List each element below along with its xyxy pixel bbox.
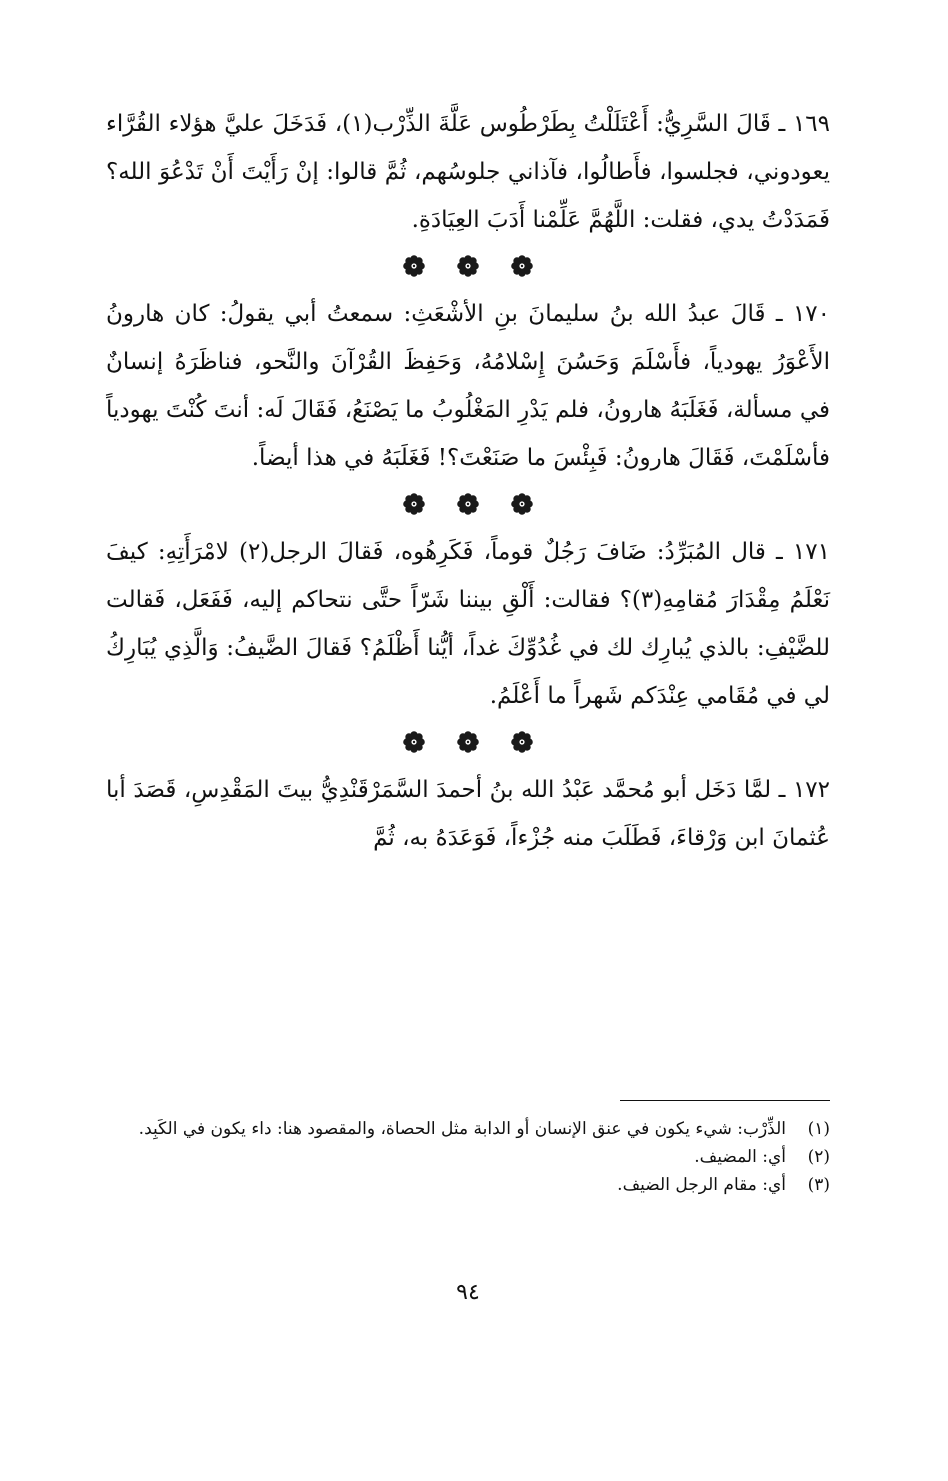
footnote-text: الذِّرْب: شيء يكون في عنق الإنسان أو الدابة مثل الحصاة، والمقصود هنا: داء يكون في الكَبِد. [138, 1119, 786, 1139]
ornament-separator [106, 730, 830, 754]
footnote-number: (٢) [807, 1147, 830, 1167]
ornament-icon [510, 254, 534, 278]
footnote-number: (١) [807, 1119, 830, 1139]
ornament-icon [456, 254, 480, 278]
footnotes [106, 1100, 830, 1199]
paragraph-text: ١٧٠ ـ قَالَ عبدُ الله بنُ سليمانَ بنِ الأشْعَثِ: سمعتُ أبي يقولُ: كان هارونُ الأَعْوَرُ يهودياً، فأَسْلَمَ وَحَسُنَ إِسْلامُهُ، وَحَفِظَ القُرْآنَ والنَّحو، فناظَرَهُ إنسانٌ في مسألة، فَغَلَبَهُ هارونُ، فلم يَدْرِ المَغْلُوبُ ما يَصْنَعُ، فَقَالَ لَه: أنتَ كُنْتَ يهودياً فأسْلَمْتَ، فَقَالَ هارونُ: فَبِئْسَ ما صَنَعْتَ؟! فَغَلَبَهُ في هذا أيضاً. [106, 301, 830, 471]
footnote-2 [106, 1143, 830, 1171]
paragraph-169 [106, 100, 830, 244]
paragraph-170 [106, 290, 830, 482]
ornament-icon [510, 730, 534, 754]
footnote-rule [620, 1100, 830, 1101]
ornament-icon [402, 492, 426, 516]
footnote-text: أي: المضيف. [694, 1147, 786, 1167]
paragraph-171 [106, 528, 830, 720]
ornament-icon [456, 492, 480, 516]
paragraph-172 [106, 766, 830, 862]
footnote-1 [106, 1115, 830, 1143]
page-number: ٩٤ [456, 1280, 480, 1305]
ornament-separator [106, 254, 830, 278]
paragraph-text: ١٦٩ ـ قَالَ السَّرِيُّ: أَعْتَلَلْتُ بِطَرْطُوس عَلَّةَ الذِّرْب(١)، فَدَخَلَ عليَّ هؤلاء القُرَّاء يعودوني، فجلسوا، فأَطالُوا، فآذاني جلوسُهم، ثُمَّ قالوا: إنْ رَأَيْتَ أَنْ تَدْعُوَ الله؟ فَمَدَدْتُ يدي، فقلت: اللَّهُمَّ عَلِّمْنا أَدَبَ العِيَادَةِ. [106, 111, 830, 233]
ornament-icon [456, 730, 480, 754]
footnote-text: أي: مقام الرجل الضيف. [617, 1175, 786, 1195]
ornament-icon [510, 492, 534, 516]
footnote-number: (٣) [807, 1175, 830, 1195]
book-page [106, 100, 830, 1440]
paragraph-text: ١٧١ ـ قال المُبَرِّدُ: ضَافَ رَجُلٌ قوماً، فَكَرِهُوه، فَقالَ الرجل(٢) لامْرَأَتِهِ: كيفَ نَعْلَمُ مِقْدَارَ مُقامِهِ(٣)؟ فقالت: أَلْقِ بيننا شَرّاً حتَّى نتحاكم إليه، فَفَعَل، فَقالت للضَّيْفِ: بالذي يُبارِك لك في غُدُوِّكَ غداً، أيُّنا أَظْلَمُ؟ فَقالَ الضَّيفُ: وَالَّذِي يُبَارِكُ لي في مُقَامي عِنْدَكم شَهراً ما أَعْلَمُ. [106, 539, 830, 709]
ornament-separator [106, 492, 830, 516]
ornament-icon [402, 730, 426, 754]
footnote-3 [106, 1171, 830, 1199]
ornament-icon [402, 254, 426, 278]
paragraph-text: ١٧٢ ـ لمَّا دَخَل أبو مُحمَّد عَبْدُ الله بنُ أحمدَ السَّمَرْقَنْدِيُّ بيتَ المَقْدِسِ، قَصَدَ أبا عُثمانَ ابن وَرْقاءَ، فَطَلَبَ منه جُزْءاً، فَوَعَدَهُ به، ثُمَّ [106, 777, 830, 851]
